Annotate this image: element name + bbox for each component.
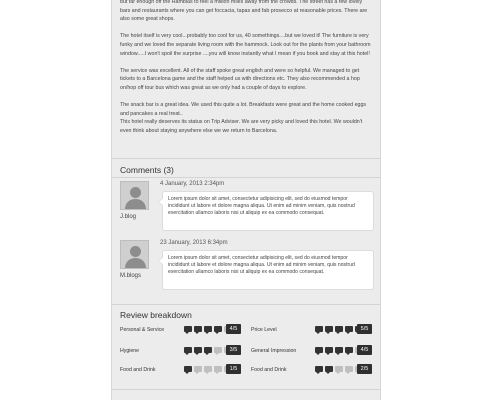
comment-text: Lorem ipsum dolor sit amet, consectetur adipisicing elit, sed do eiusmod tempor incididunt ut labore et dolore magna aliqua. Ut enim ad minim veniam, quis nostrud exercitation ullamco laboris nisi ut aliquip ex ea commodo consequat.: [162, 250, 374, 290]
rating-score-badge: 4/5: [357, 345, 372, 355]
rating-score-badge: 1/5: [226, 364, 241, 374]
rating-label: Food and Drink: [251, 367, 287, 373]
speech-bubble-icon: [325, 366, 333, 372]
divider: [112, 304, 380, 305]
speech-bubble-icon: [335, 326, 343, 332]
speech-bubble-icon: [214, 326, 222, 332]
speech-bubble-icon: [214, 347, 222, 353]
divider: [112, 177, 380, 178]
rating-icons: [184, 347, 232, 353]
rating-score-badge: 5/5: [357, 324, 372, 334]
speech-bubble-icon: [184, 366, 192, 372]
user-avatar-icon[interactable]: [120, 240, 149, 269]
speech-bubble-icon: [335, 347, 343, 353]
speech-bubble-icon: [194, 366, 202, 372]
speech-bubble-icon: [204, 326, 212, 332]
rating-score-badge: 4/5: [226, 324, 241, 334]
review-paragraph: The snack bar is a great idea. We used this quite a lot. Breakfasts were great and the home cooked eggs and pancakes a real treat..: [120, 102, 367, 117]
speech-bubble-icon: [345, 347, 353, 353]
rating-label: Food and Drink: [120, 367, 156, 373]
rating-icons: [184, 366, 232, 372]
speech-bubble-icon: [214, 366, 222, 372]
comment-date: 23 January, 2013 6:34pm: [160, 240, 228, 246]
review-paragraph: The hotel itself is very cool...probably too cool for us, 40 somethings....but we loved it! The furniture is very funky and we loved the separate living room with the hammock. Look out for the plants from your bathroom window.....I won't spoil the surprise ....you will know instantly what I mean if you book and stay at this hotel!: [120, 33, 371, 57]
comment-date: 4 January, 2013 2:34pm: [160, 181, 225, 187]
user-avatar-icon[interactable]: [120, 181, 149, 210]
rating-row: [251, 345, 375, 357]
rating-label: General Impression: [251, 348, 297, 354]
rating-row: [120, 345, 244, 357]
review-paragraph: This hotel really deserves its status on Trip Adviser. We are very picky and loved this hotel. We wouldn't even think about staying anywhere else we we return to Barcelona.: [120, 119, 363, 134]
divider: [112, 389, 380, 390]
speech-bubble-icon: [194, 347, 202, 353]
rating-row: [251, 324, 375, 336]
rating-icons: [315, 347, 363, 353]
speech-bubble-icon: [315, 326, 323, 332]
speech-bubble-icon: [315, 366, 323, 372]
speech-bubble-icon: [345, 366, 353, 372]
speech-bubble-icon: [204, 347, 212, 353]
rating-icons: [315, 326, 363, 332]
rating-score-badge: 3/5: [226, 345, 241, 355]
speech-bubble-icon: [315, 347, 323, 353]
speech-bubble-icon: [345, 326, 353, 332]
rating-label: Price Level: [251, 327, 277, 333]
rating-icons: [184, 326, 232, 332]
speech-bubble-icon: [184, 326, 192, 332]
breakdown-title: Review breakdown: [120, 310, 192, 320]
rating-icons: [315, 366, 363, 372]
comment-text: Lorem ipsum dolor sit amet, consectetur adipisicing elit, sed do eiusmod tempor incididunt ut labore et dolore magna aliqua. Ut enim ad minim veniam, quis nostrud exercitation ullamco laboris nisi ut aliquip ex ea commodo consequat.: [162, 191, 374, 231]
content-panel: [111, 0, 381, 400]
comment-username[interactable]: M.blogs: [120, 273, 142, 279]
speech-bubble-icon: [184, 347, 192, 353]
rating-label: Hygiene: [120, 348, 140, 354]
speech-bubble-icon: [194, 326, 202, 332]
rating-row: [120, 324, 244, 336]
comments-title: Comments (3): [120, 165, 174, 175]
rating-row: [251, 364, 375, 376]
review-paragraph: The service was excellent. All of the staff spoke great english and were so helpful. We managed to get tickets to a Barcelona game and the staff helped us with directions etc. They also recommended a hop on/hop off tour bus which was great as we only had a couple of days to explore.: [120, 67, 360, 91]
comment-username[interactable]: J.blog: [120, 214, 137, 220]
speech-bubble-icon: [204, 366, 212, 372]
review-body: [112, 0, 380, 136]
rating-row: [120, 364, 244, 376]
divider: [112, 158, 380, 159]
rating-score-badge: 2/5: [357, 364, 372, 374]
speech-bubble-icon: [325, 347, 333, 353]
rating-label: Personal & Service: [120, 327, 165, 333]
speech-bubble-icon: [335, 366, 343, 372]
speech-bubble-icon: [325, 326, 333, 332]
review-paragraph: but far enough off the Ramblas to feel a million miles away from the crowds. The street has a few lovely bars and restaurants where you can get foccacia, tapas and fab prosecco at reasonable prices. There are also some great shops.: [120, 0, 368, 23]
